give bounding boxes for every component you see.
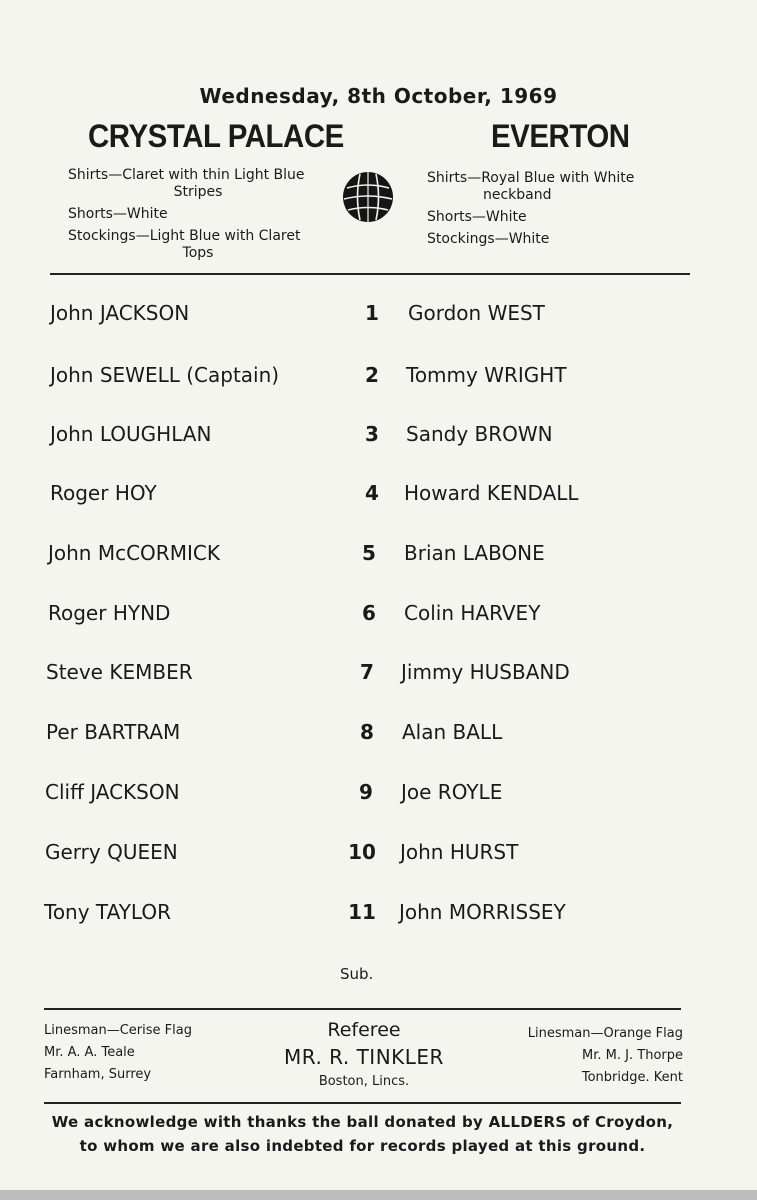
- home-player: Per BARTRAM: [46, 720, 181, 744]
- away-player: Alan BALL: [402, 720, 503, 744]
- away-kit-shirts: [427, 170, 667, 204]
- shirt-number: 11: [348, 900, 376, 924]
- linesman-left-name: Mr. A. A. Teale: [44, 1045, 135, 1060]
- lineup-row: [0, 601, 757, 631]
- shirt-number: 10: [348, 840, 376, 864]
- shirt-number: 6: [362, 601, 376, 625]
- linesman-right-name: Mr. M. J. Thorpe: [582, 1048, 683, 1063]
- away-kit-stockings: Stockings—White: [427, 231, 550, 247]
- linesman-right: [528, 1023, 683, 1089]
- home-kit-stockings-cont: Tops: [182, 245, 214, 261]
- away-player: Joe ROYLE: [401, 780, 503, 804]
- acknowledgement: [0, 1110, 725, 1158]
- referee-town: Boston, Lincs.: [318, 1074, 410, 1089]
- linesman-right-flag: Linesman—Orange Flag: [527, 1026, 683, 1041]
- away-player: John MORRISSEY: [399, 900, 566, 924]
- home-player: Steve KEMBER: [46, 660, 193, 684]
- away-player: Howard KENDALL: [404, 481, 579, 505]
- shirt-number: 5: [362, 541, 376, 565]
- lineup-row: [0, 363, 757, 393]
- away-player: Sandy BROWN: [406, 422, 553, 446]
- away-player: Colin HARVEY: [404, 601, 541, 625]
- away-player: Gordon WEST: [408, 301, 545, 325]
- divider-middle: [44, 1008, 681, 1010]
- shirt-number: 2: [365, 363, 379, 387]
- referee-block: [250, 1017, 478, 1093]
- lineup-row: [0, 422, 757, 452]
- home-kit-stockings: [68, 228, 328, 262]
- shirt-number: 1: [365, 301, 379, 325]
- away-kit-shirts-cont: neckband: [483, 187, 552, 203]
- acknowledgement-line-2: to whom we are also indebted for records played at this ground.: [79, 1137, 646, 1155]
- linesman-left: [44, 1020, 192, 1086]
- away-kit: [427, 170, 667, 253]
- away-kit-shirts-text: Shirts—Royal Blue with White: [427, 170, 635, 186]
- away-kit-shorts: Shorts—White: [427, 209, 527, 225]
- referee-title: Referee: [327, 1019, 401, 1041]
- home-player: Roger HOY: [50, 481, 157, 505]
- away-player: Tommy WRIGHT: [406, 363, 567, 387]
- shirt-number: 8: [360, 720, 374, 744]
- lineup-row: [0, 840, 757, 870]
- lineup-row: [0, 900, 757, 930]
- home-player: Cliff JACKSON: [45, 780, 180, 804]
- shirt-number: 4: [365, 481, 379, 505]
- football-icon: [341, 170, 395, 224]
- referee-name: MR. R. TINKLER: [284, 1045, 444, 1069]
- home-player: Gerry QUEEN: [45, 840, 178, 864]
- away-player: Brian LABONE: [404, 541, 545, 565]
- home-kit-shirts-cont: Stripes: [173, 184, 223, 200]
- home-kit-shirts-text: Shirts—Claret with thin Light Blue: [68, 167, 305, 183]
- linesman-right-town: Tonbridge. Kent: [581, 1070, 683, 1085]
- linesman-left-flag: Linesman—Cerise Flag: [44, 1023, 192, 1038]
- lineup-row: [0, 720, 757, 750]
- away-team-name: EVERTON: [491, 118, 630, 154]
- divider-top: [50, 273, 690, 275]
- home-team-name: CRYSTAL PALACE: [88, 118, 344, 154]
- linesman-left-town: Farnham, Surrey: [44, 1067, 152, 1082]
- home-player: Roger HYND: [48, 601, 171, 625]
- divider-bottom: [44, 1102, 681, 1104]
- match-date: Wednesday, 8th October, 1969: [199, 84, 558, 108]
- lineup-row: [0, 660, 757, 690]
- home-kit-shorts: Shorts—White: [68, 206, 168, 222]
- home-player: Tony TAYLOR: [44, 900, 172, 924]
- lineup-row: [0, 780, 757, 810]
- home-kit-stockings-text: Stockings—Light Blue with Claret: [68, 228, 301, 244]
- home-player: John JACKSON: [50, 301, 190, 325]
- home-player: John LOUGHLAN: [50, 422, 212, 446]
- shirt-number: 7: [360, 660, 374, 684]
- shirt-number: 3: [365, 422, 379, 446]
- away-player: Jimmy HUSBAND: [401, 660, 570, 684]
- home-player: John McCORMICK: [48, 541, 220, 565]
- home-player: John SEWELL (Captain): [50, 363, 280, 387]
- lineup-row: [0, 301, 757, 331]
- home-kit: [68, 167, 328, 267]
- lineup-row: [0, 481, 757, 511]
- shirt-number: 9: [359, 780, 373, 804]
- home-kit-shirts: [68, 167, 328, 201]
- substitute-label: Sub.: [340, 965, 374, 983]
- acknowledgement-line-1: We acknowledge with thanks the ball donated by ALLDERS of Croydon,: [51, 1113, 674, 1131]
- lineup-row: [0, 541, 757, 571]
- page-edge-shadow: [0, 1190, 757, 1200]
- away-player: John HURST: [400, 840, 519, 864]
